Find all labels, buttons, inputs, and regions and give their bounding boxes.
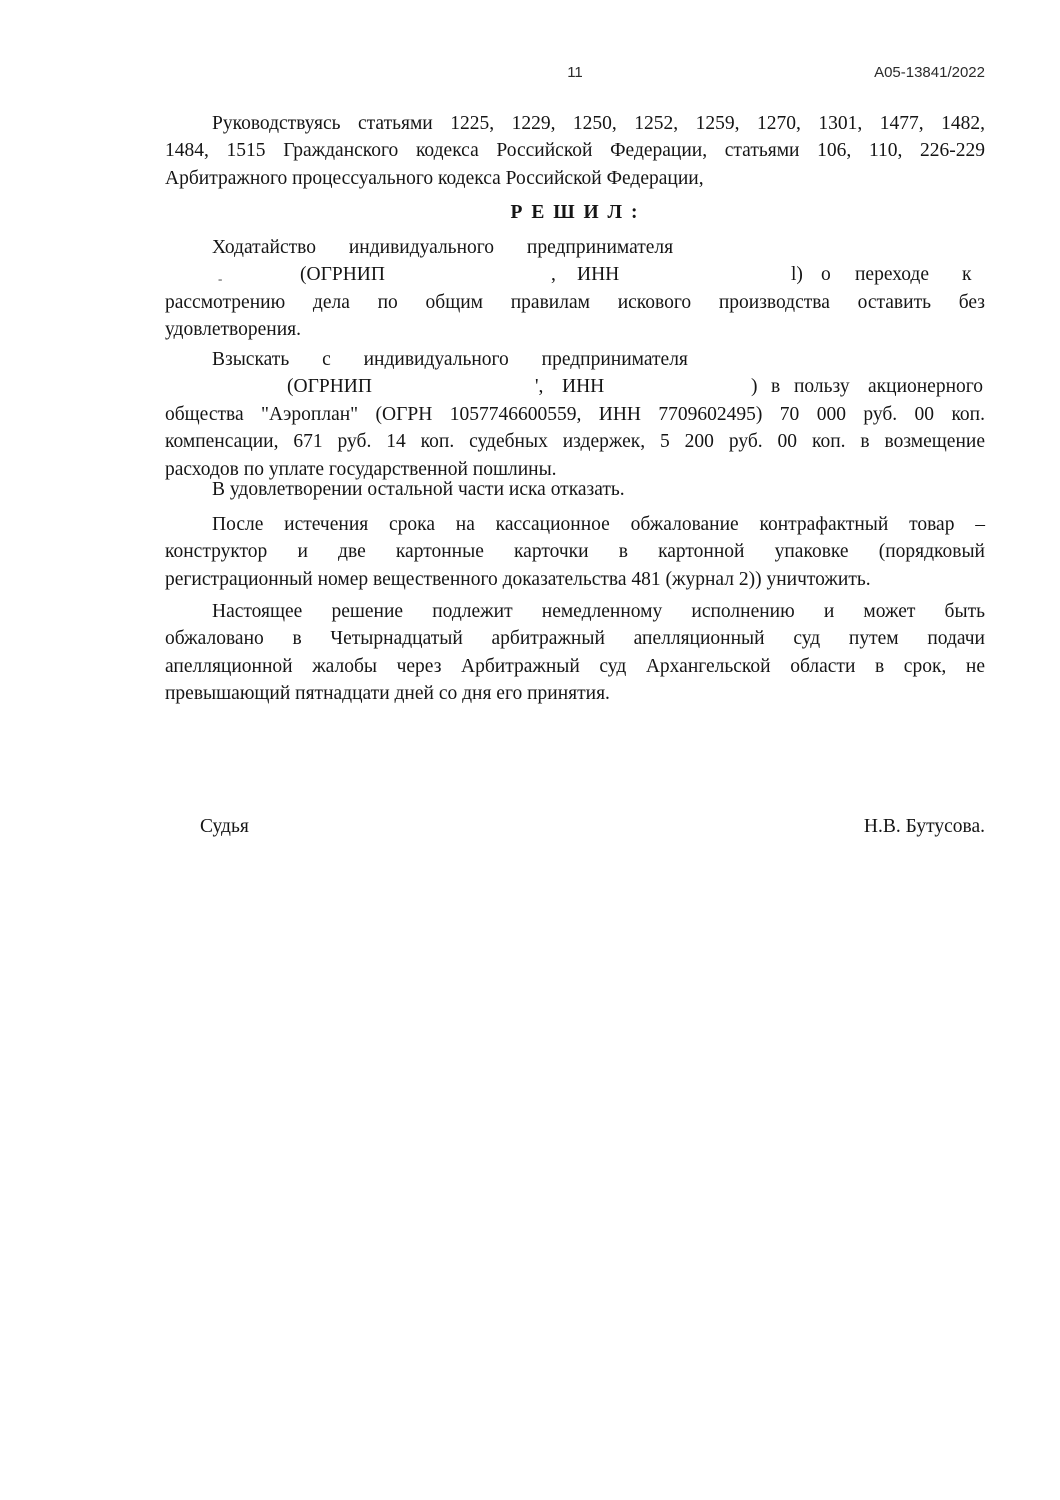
signature-row xyxy=(165,813,985,840)
paragraph-legal-basis xyxy=(165,110,985,192)
appeal-line-4: превышающий пятнадцати дней со дня его принятия. xyxy=(165,683,610,705)
motion-line-2 xyxy=(165,261,985,288)
comma-separator: , xyxy=(551,264,556,286)
legal-basis-line-2: 1484, 1515 Гражданского кодекса Российской Федерации, статьями 106, 110, 226-229 xyxy=(165,140,985,162)
comma-remnant: ', xyxy=(535,376,544,398)
paragraph-recovery xyxy=(165,346,985,483)
word-akcionernogo: акционерного xyxy=(868,376,984,398)
appeal-line-2: обжаловано в Четырнадцатый арбитражный апелляционный суд путем подачи xyxy=(165,628,985,650)
word-k: к xyxy=(962,264,972,286)
redaction-artifact: - xyxy=(218,271,223,287)
word-perekhode: переходе xyxy=(855,264,930,286)
recovery-line-4: компенсации, 671 руб. 14 коп. судебных издержек, 5 200 руб. 00 коп. в возмещение xyxy=(165,431,985,453)
destruction-line-1: После истечения срока на кассационное обжалование контрафактный товар – xyxy=(212,514,985,535)
ogrnip-label: (ОГРНИП xyxy=(287,376,372,398)
judge-name: Н.В. Бутусова. xyxy=(863,816,985,837)
legal-basis-line-3: Арбитражного процессуального кодекса Российской Федерации, xyxy=(165,167,704,189)
word-polzu: пользу xyxy=(794,376,850,398)
paragraph-appeal xyxy=(165,598,985,708)
ogrnip-label: (ОГРНИП xyxy=(300,264,385,286)
paragraph-destruction xyxy=(165,511,985,593)
motion-line-3: рассмотрению дела по общим правилам искового производства оставить без xyxy=(165,291,985,313)
ruling-heading: Р Е Ш И Л : xyxy=(510,202,640,223)
legal-basis-line-1: Руководствуясь статьями 1225, 1229, 1250, 1252, 1259, 1270, 1301, 1477, 1482, xyxy=(212,113,985,134)
recovery-line-5: расходов по уплате государственной пошлины. xyxy=(165,458,557,480)
closing-paren: ) xyxy=(751,376,758,398)
appeal-line-3: апелляционной жалобы через Арбитражный суд Архангельской области в срок, не xyxy=(165,655,985,677)
page-number: 11 xyxy=(567,64,583,81)
destruction-line-2: конструктор и две картонные карточки в картонной упаковке (порядковый xyxy=(165,541,985,563)
destruction-line-3: регистрационный номер вещественного доказательства 481 (журнал 2)) уничтожить. xyxy=(165,568,871,590)
motion-line-4: удовлетворения. xyxy=(165,319,301,341)
inn-label: ИНН xyxy=(577,264,620,286)
word-o: о xyxy=(821,264,831,286)
case-number: А05-13841/2022 xyxy=(874,64,985,81)
inn-label: ИНН xyxy=(562,376,605,398)
judge-label: Судья xyxy=(200,816,249,837)
appeal-line-1: Настоящее решение подлежит немедленному исполнению и может быть xyxy=(212,601,985,622)
paragraph-motion xyxy=(165,234,985,344)
recovery-line-1: Взыскать с индивидуального предпринимателя xyxy=(212,349,688,370)
motion-line-1: Ходатайство индивидуального предпринимателя xyxy=(212,237,674,258)
denial-line-1: В удовлетворении остальной части иска отказать. xyxy=(212,479,625,500)
recovery-line-3: общества "Аэроплан" (ОГРН 1057746600559, ИНН 7709602495) 70 000 руб. 00 коп. xyxy=(165,403,985,425)
word-v: в xyxy=(771,376,781,398)
recovery-line-2 xyxy=(165,373,985,400)
paren-remnant: l) xyxy=(791,264,803,286)
paragraph-denial xyxy=(165,476,985,503)
page-header xyxy=(165,64,985,86)
